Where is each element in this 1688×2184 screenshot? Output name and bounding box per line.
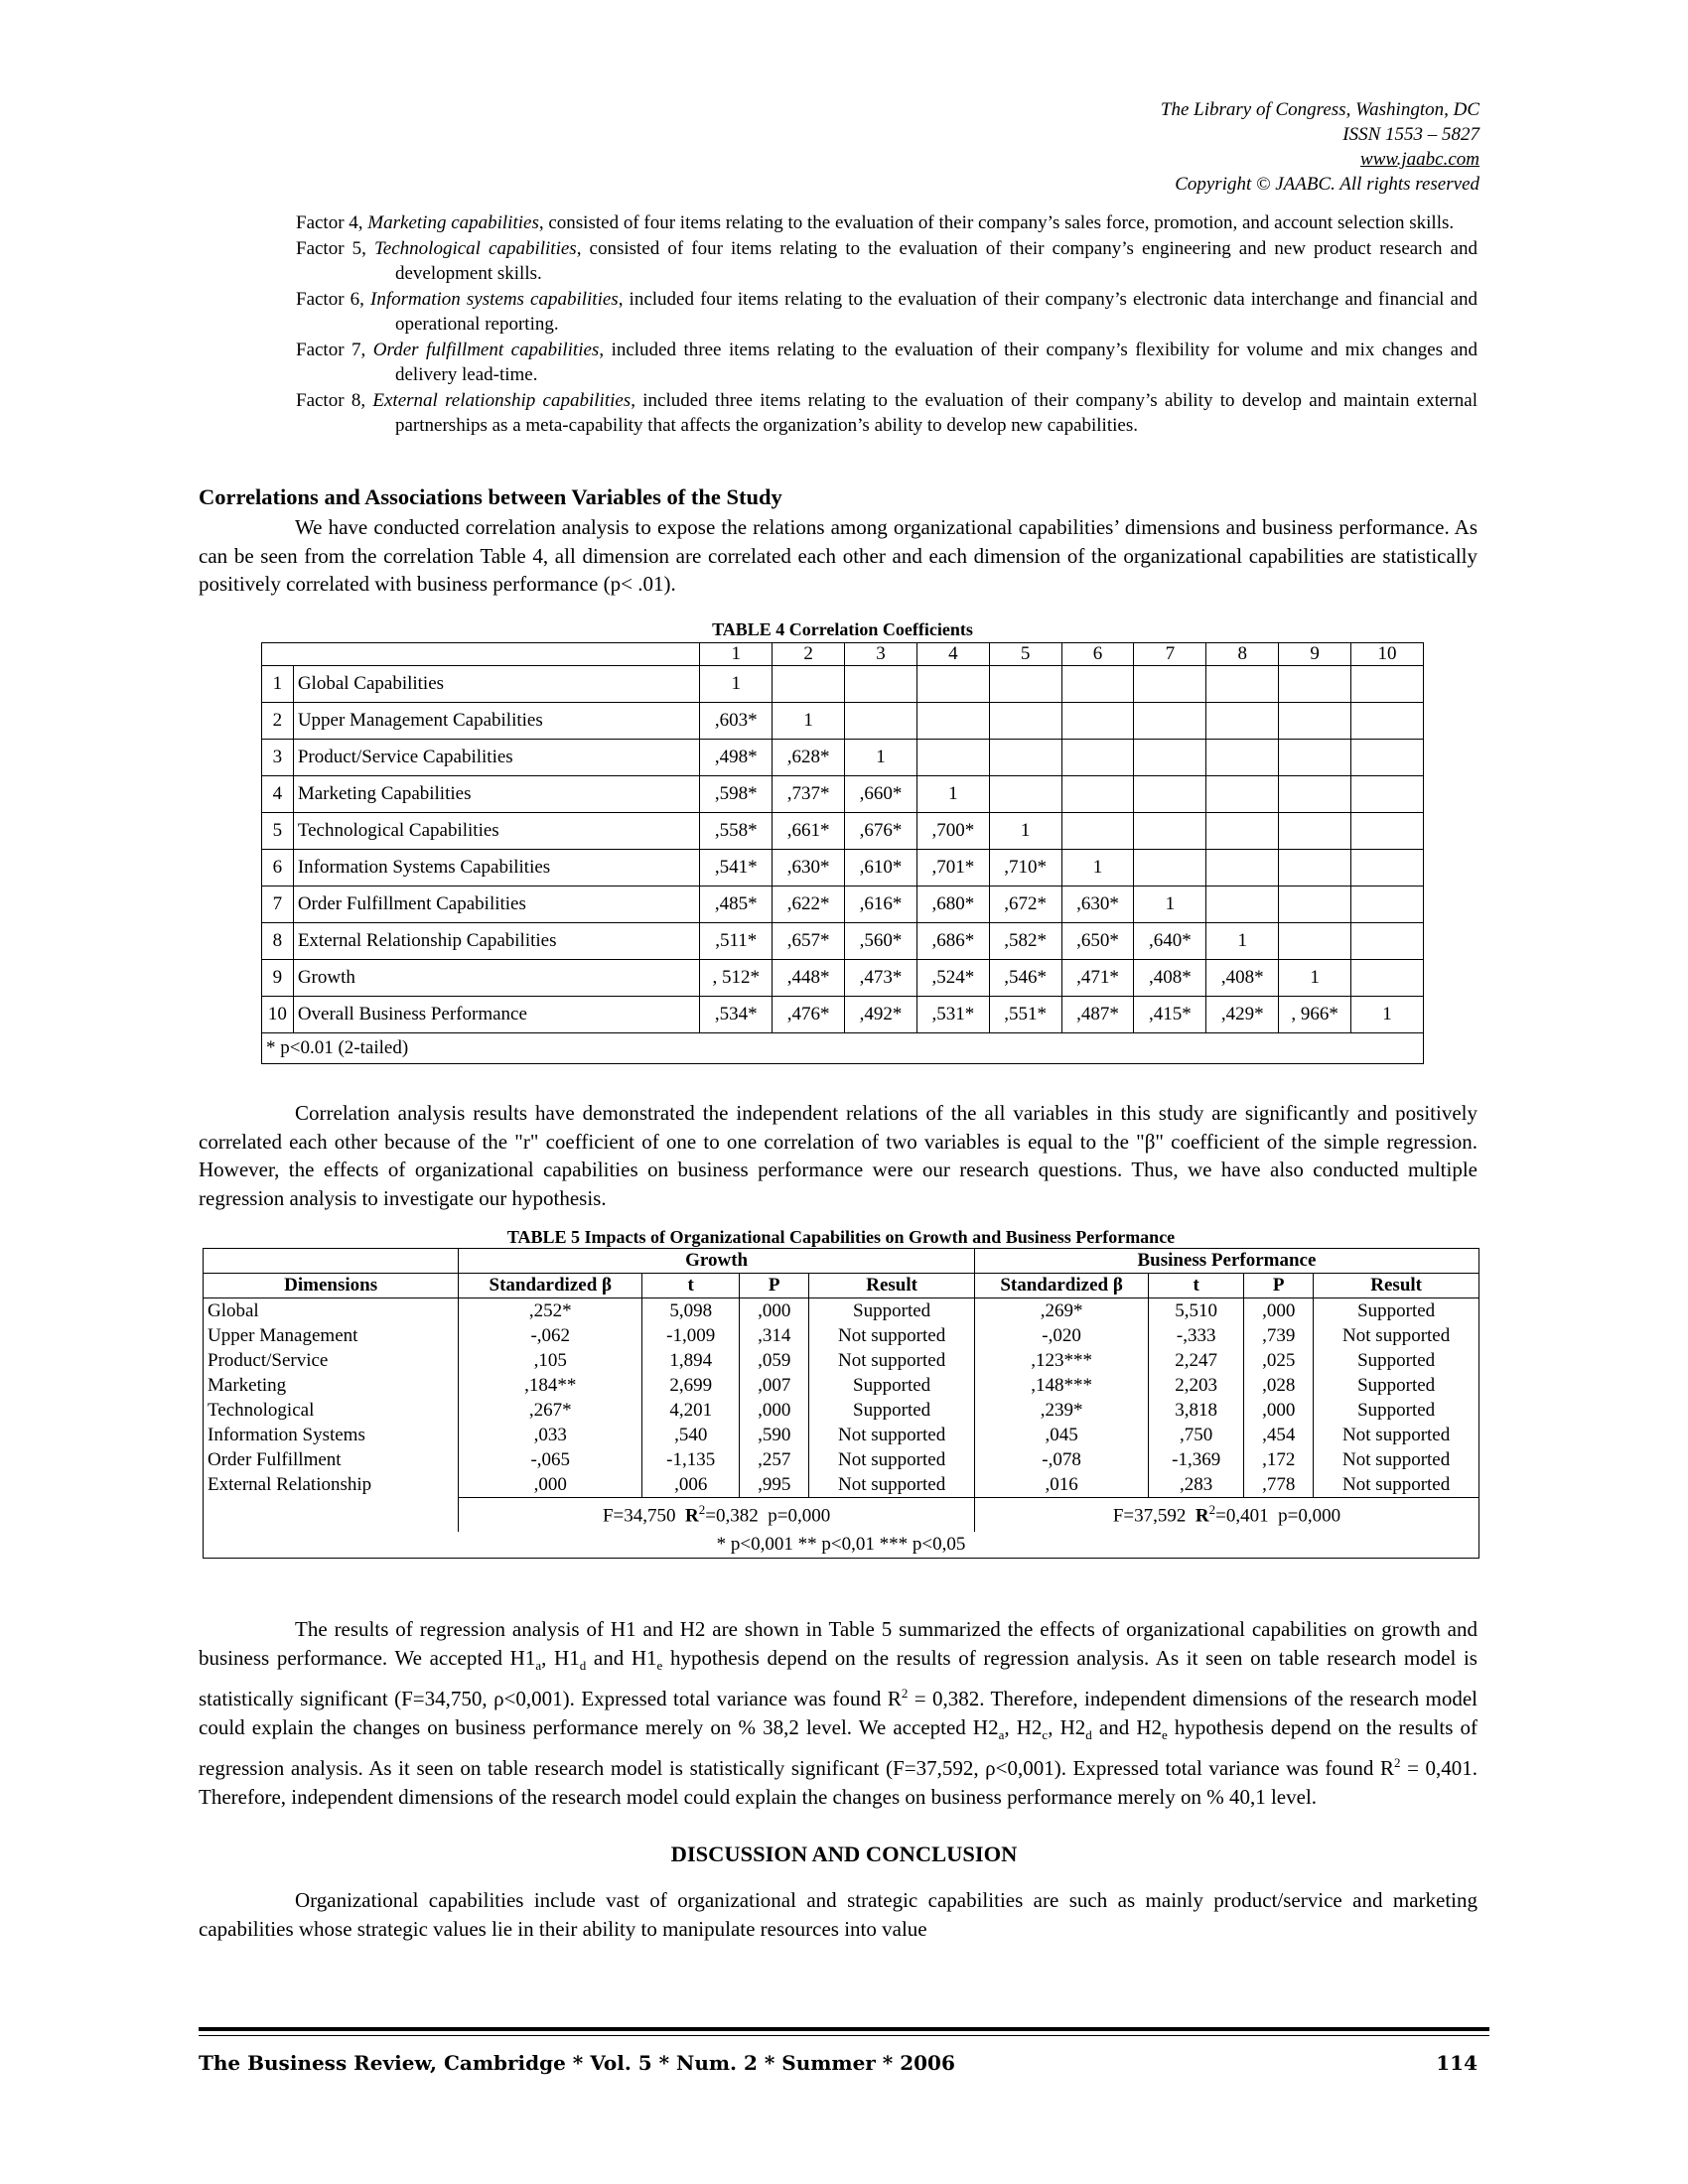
significance-note: * p<0,001 ** p<0,01 *** p<0,05: [204, 1532, 1479, 1559]
correlation-cell: 1: [845, 740, 917, 776]
table-row: [262, 813, 1424, 850]
regression-cell: Supported: [809, 1398, 975, 1423]
empty-cell: [989, 776, 1061, 813]
regression-cell: ,000: [740, 1298, 809, 1324]
empty-cell: [1279, 776, 1351, 813]
table-row: [204, 1423, 1479, 1447]
correlation-cell: ,640*: [1134, 923, 1206, 960]
correlation-cell: 1: [916, 776, 989, 813]
table-row: [204, 1298, 1479, 1324]
empty-cell: [1134, 666, 1206, 703]
correlation-cell: ,630*: [1061, 887, 1134, 923]
regression-cell: ,184**: [459, 1373, 642, 1398]
table-row: [204, 1447, 1479, 1472]
growth-model-stats: F=34,750 $R^2=0,382$ p=0,000: [459, 1498, 975, 1533]
correlation-cell: 1: [1351, 997, 1424, 1033]
regression-cell: -1,009: [642, 1323, 740, 1348]
table-row: [262, 997, 1424, 1033]
row-variable-name: Overall Business Performance: [293, 997, 700, 1033]
correlation-cell: ,616*: [845, 887, 917, 923]
table-row: [204, 1323, 1479, 1348]
empty-cell: [989, 740, 1061, 776]
table-row: [262, 923, 1424, 960]
paragraph-correlation-intro: We have conducted correlation analysis to expose the relations among organizational capabilities’ dimensions and business performance. As can be seen from the correlation Table 4, all dimension are correlated each other and each dimension of the organizational capabilities are statistically positively correlated with business performance (p< .01).: [199, 515, 1477, 596]
journal-header: [1161, 97, 1479, 197]
table4-col-header: 2: [773, 643, 845, 666]
regression-cell: 4,201: [642, 1398, 740, 1423]
col-header-t: t: [642, 1274, 740, 1298]
correlation-cell: ,476*: [773, 997, 845, 1033]
row-variable-name: External Relationship Capabilities: [293, 923, 700, 960]
empty-cell: [1134, 740, 1206, 776]
table-row: [204, 1398, 1479, 1423]
group-header-growth: Growth: [459, 1249, 975, 1274]
factor-item: Factor 5, Technological capabilities, consisted of four items relating to the evaluation of their company’s engineering and new product research and development skills.: [296, 237, 1477, 284]
paragraph-discussion: Organizational capabilities include vast of organizational and strategic capabilities are such as mainly product/service and marketing capabilities whose strategic values lie in their ability to manipulate resources into value: [199, 1888, 1477, 1941]
empty-cell: [1206, 740, 1279, 776]
dimension-name: External Relationship: [204, 1472, 459, 1498]
regression-cell: ,454: [1244, 1423, 1314, 1447]
section-heading-correlations: Correlations and Associations between Variables of the Study: [199, 484, 782, 509]
row-variable-name: Order Fulfillment Capabilities: [293, 887, 700, 923]
correlation-cell: ,676*: [845, 813, 917, 850]
table5-caption: TABLE 5 Impacts of Organizational Capabilities on Growth and Business Performance: [506, 1227, 1176, 1247]
row-number: 8: [262, 923, 294, 960]
row-variable-name: Marketing Capabilities: [293, 776, 700, 813]
regression-cell: Supported: [809, 1298, 975, 1324]
table-row: [204, 1472, 1479, 1498]
group-header-business-performance: Business Performance: [974, 1249, 1478, 1274]
regression-cell: Supported: [1314, 1348, 1479, 1373]
col-header-dimensions: Dimensions: [204, 1274, 459, 1298]
empty-cell: [1206, 887, 1279, 923]
empty-cell: [1279, 850, 1351, 887]
empty-cell: [989, 666, 1061, 703]
correlation-cell: ,701*: [916, 850, 989, 887]
header-issn: ISSN 1553 – 5827: [1342, 124, 1479, 145]
regression-cell: ,739: [1244, 1323, 1314, 1348]
correlation-cell: ,492*: [845, 997, 917, 1033]
regression-cell: ,252*: [459, 1298, 642, 1324]
regression-cell: Not supported: [809, 1447, 975, 1472]
regression-cell: ,257: [740, 1447, 809, 1472]
col-header-result: Result: [1314, 1274, 1479, 1298]
correlation-cell: 1: [1061, 850, 1134, 887]
bp-model-stats: F=37,592 $R^2=0,401$ p=0,000: [974, 1498, 1478, 1533]
correlation-cell: 1: [1206, 923, 1279, 960]
row-number: 3: [262, 740, 294, 776]
correlation-cell: 1: [700, 666, 773, 703]
correlation-cell: ,672*: [989, 887, 1061, 923]
correlation-cell: ,628*: [773, 740, 845, 776]
correlation-cell: ,408*: [1134, 960, 1206, 997]
regression-cell: -,078: [974, 1447, 1148, 1472]
dimension-name: Marketing: [204, 1373, 459, 1398]
row-variable-name: Growth: [293, 960, 700, 997]
table-row: [204, 1373, 1479, 1398]
regression-cell: -,333: [1149, 1323, 1244, 1348]
table4-col-header: 7: [1134, 643, 1206, 666]
regression-cell: 5,098: [642, 1298, 740, 1324]
footer-rule-thin: [199, 2035, 1489, 2036]
correlation-cell: ,661*: [773, 813, 845, 850]
empty-cell: [1279, 813, 1351, 850]
regression-cell: ,000: [740, 1398, 809, 1423]
regression-cell: Not supported: [1314, 1323, 1479, 1348]
factor-item: Factor 8, External relationship capabilities, included three items relating to the evaluation of their company’s ability to develop and maintain external partnerships as a meta-capability that affects the organization’s ability to develop new capabilities.: [296, 389, 1477, 436]
correlation-cell: ,485*: [700, 887, 773, 923]
correlation-cell: ,558*: [700, 813, 773, 850]
regression-cell: -,062: [459, 1323, 642, 1348]
table-row: [262, 703, 1424, 740]
correlation-cell: , 966*: [1279, 997, 1351, 1033]
factor-item: Factor 4, Marketing capabilities, consisted of four items relating to the evaluation of their company’s sales force, promotion, and account selection skills.: [296, 212, 1455, 233]
row-variable-name: Information Systems Capabilities: [293, 850, 700, 887]
footer-rule: [199, 2027, 1489, 2031]
row-number: 9: [262, 960, 294, 997]
empty-cell: [1351, 850, 1424, 887]
table4-col-header: 3: [845, 643, 917, 666]
col-header-p: P: [740, 1274, 809, 1298]
correlation-cell: ,686*: [916, 923, 989, 960]
correlation-cell: ,473*: [845, 960, 917, 997]
dimension-name: Order Fulfillment: [204, 1447, 459, 1472]
regression-cell: 3,818: [1149, 1398, 1244, 1423]
regression-cell: Not supported: [1314, 1423, 1479, 1447]
page-footer: [199, 2051, 1477, 2075]
correlation-cell: ,524*: [916, 960, 989, 997]
correlation-cell: 1: [989, 813, 1061, 850]
paragraph-correlation-results: Correlation analysis results have demonstrated the independent relations of the all variables in this study are significantly and positively correlated each other because of the "r" coefficient of one to one correlation of two variables is equal to the "β" coefficient of the simple regression. However, the effects of organizational capabilities on business performance were our research questions. Thus, we have also conducted multiple regression analysis to investigate our hypothesis.: [199, 1101, 1477, 1210]
correlation-cell: ,610*: [845, 850, 917, 887]
table4-col-header: 4: [916, 643, 989, 666]
correlation-cell: ,582*: [989, 923, 1061, 960]
table4-col-header: 6: [1061, 643, 1134, 666]
regression-cell: ,123***: [974, 1348, 1148, 1373]
empty-cell: [1279, 923, 1351, 960]
correlation-cell: ,546*: [989, 960, 1061, 997]
empty-cell: [1351, 776, 1424, 813]
row-number: 2: [262, 703, 294, 740]
correlation-cell: ,680*: [916, 887, 989, 923]
regression-cell: Not supported: [809, 1423, 975, 1447]
regression-cell: ,059: [740, 1348, 809, 1373]
regression-cell: ,000: [1244, 1298, 1314, 1324]
correlation-cell: ,471*: [1061, 960, 1134, 997]
empty-cell: [1279, 703, 1351, 740]
correlation-table: [261, 642, 1424, 1064]
row-variable-name: Product/Service Capabilities: [293, 740, 700, 776]
regression-cell: ,995: [740, 1472, 809, 1498]
regression-cell: 5,510: [1149, 1298, 1244, 1324]
regression-table: [203, 1248, 1479, 1559]
col-header-t: t: [1149, 1274, 1244, 1298]
empty-cell: [1061, 666, 1134, 703]
header-line-1: The Library of Congress, Washington, DC: [1160, 99, 1479, 120]
regression-cell: ,000: [1244, 1398, 1314, 1423]
regression-cell: ,283: [1149, 1472, 1244, 1498]
correlation-cell: ,598*: [700, 776, 773, 813]
empty-cell: [1351, 887, 1424, 923]
row-variable-name: Technological Capabilities: [293, 813, 700, 850]
regression-cell: Not supported: [1314, 1447, 1479, 1472]
empty-cell: [1061, 740, 1134, 776]
empty-cell: [1206, 776, 1279, 813]
row-number: 1: [262, 666, 294, 703]
table-row: [262, 960, 1424, 997]
table-row: [262, 740, 1424, 776]
col-header-result: Result: [809, 1274, 975, 1298]
regression-cell: Not supported: [1314, 1472, 1479, 1498]
correlation-cell: ,657*: [773, 923, 845, 960]
regression-cell: ,778: [1244, 1472, 1314, 1498]
regression-cell: ,540: [642, 1423, 740, 1447]
table-row: [262, 776, 1424, 813]
table4-col-header: 5: [989, 643, 1061, 666]
factor-list: [296, 210, 1477, 439]
correlation-cell: ,551*: [989, 997, 1061, 1033]
table4-col-header: 9: [1279, 643, 1351, 666]
empty-cell: [1351, 813, 1424, 850]
regression-cell: ,269*: [974, 1298, 1148, 1324]
empty-cell: [1351, 960, 1424, 997]
correlation-cell: ,630*: [773, 850, 845, 887]
regression-cell: 2,699: [642, 1373, 740, 1398]
regression-cell: ,006: [642, 1472, 740, 1498]
table-row: [262, 887, 1424, 923]
table4-col-header: 8: [1206, 643, 1279, 666]
empty-cell: [1351, 666, 1424, 703]
regression-cell: ,033: [459, 1423, 642, 1447]
correlation-cell: 1: [1279, 960, 1351, 997]
regression-cell: ,028: [1244, 1373, 1314, 1398]
empty-cell: [1351, 923, 1424, 960]
section-heading-discussion: DISCUSSION AND CONCLUSION: [670, 1842, 1018, 1866]
empty-cell: [1279, 666, 1351, 703]
regression-cell: -,065: [459, 1447, 642, 1472]
regression-cell: Not supported: [809, 1348, 975, 1373]
row-variable-name: Upper Management Capabilities: [293, 703, 700, 740]
dimension-name: Product/Service: [204, 1348, 459, 1373]
correlation-cell: ,511*: [700, 923, 773, 960]
dimension-name: Information Systems: [204, 1423, 459, 1447]
empty-cell: [1206, 813, 1279, 850]
empty-cell: [1351, 740, 1424, 776]
page-number: 114: [1436, 2051, 1477, 2075]
regression-cell: Supported: [809, 1373, 975, 1398]
regression-cell: Not supported: [809, 1472, 975, 1498]
empty-cell: [1206, 666, 1279, 703]
regression-cell: ,007: [740, 1373, 809, 1398]
paragraph-regression-results: The results of regression analysis of H1 and H2 are shown in Table 5 summarized the effects of organizational capabilities on growth and business performance. We accepted $H1_a$, $H1_d$ and $H1_e$ hypothesis depend on the results of regression analysis. As it seen on table research model is statistically significant (F=34,750, ρ<0,001). Expressed total variance was found $R^2 = 0,382$. Therefore, independent dimensions of the research model could explain the changes on business performance merely on % 38,2 level. We accepted $H2_a$, $H2_c$, $H2_d$ and $H2_e$ hypothesis depend on the results of regression analysis. As it seen on table research model is statistically significant (F=37,592, ρ<0,001). Expressed total variance was found $R^2 = 0,401$. Therefore, independent dimensions of the research model could explain the changes on business performance merely on % 40,1 level.: [199, 1617, 1478, 1809]
factor-item: Factor 6, Information systems capabilities, included four items relating to the evaluation of their company’s electronic data interchange and financial and operational reporting.: [296, 288, 1477, 335]
regression-cell: -1,135: [642, 1447, 740, 1472]
correlation-cell: ,531*: [916, 997, 989, 1033]
correlation-cell: ,560*: [845, 923, 917, 960]
regression-cell: ,314: [740, 1323, 809, 1348]
correlation-cell: ,448*: [773, 960, 845, 997]
regression-cell: Supported: [1314, 1398, 1479, 1423]
table4-footnote: * p<0.01 (2-tailed): [262, 1033, 1424, 1064]
regression-cell: Supported: [1314, 1298, 1479, 1324]
regression-cell: Not supported: [809, 1323, 975, 1348]
empty-cell: [1134, 850, 1206, 887]
regression-cell: ,590: [740, 1423, 809, 1447]
row-number: 6: [262, 850, 294, 887]
regression-cell: Supported: [1314, 1373, 1479, 1398]
correlation-cell: 1: [1134, 887, 1206, 923]
row-number: 7: [262, 887, 294, 923]
row-number: 10: [262, 997, 294, 1033]
table4-col-header: 1: [700, 643, 773, 666]
empty-cell: [1134, 813, 1206, 850]
correlation-cell: ,710*: [989, 850, 1061, 887]
regression-cell: ,045: [974, 1423, 1148, 1447]
correlation-cell: 1: [773, 703, 845, 740]
empty-cell: [916, 666, 989, 703]
regression-cell: ,105: [459, 1348, 642, 1373]
correlation-cell: ,408*: [1206, 960, 1279, 997]
regression-cell: -1,369: [1149, 1447, 1244, 1472]
correlation-cell: ,541*: [700, 850, 773, 887]
empty-cell: [1279, 740, 1351, 776]
dimension-name: Upper Management: [204, 1323, 459, 1348]
empty-cell: [1061, 703, 1134, 740]
empty-cell: [845, 703, 917, 740]
row-variable-name: Global Capabilities: [293, 666, 700, 703]
table-row: [262, 666, 1424, 703]
regression-cell: ,172: [1244, 1447, 1314, 1472]
regression-cell: 2,203: [1149, 1373, 1244, 1398]
correlation-cell: ,429*: [1206, 997, 1279, 1033]
empty-cell: [1134, 703, 1206, 740]
regression-cell: ,148***: [974, 1373, 1148, 1398]
empty-cell: [1061, 776, 1134, 813]
empty-cell: [1279, 887, 1351, 923]
empty-cell: [1206, 703, 1279, 740]
dimension-name: Technological: [204, 1398, 459, 1423]
regression-cell: ,267*: [459, 1398, 642, 1423]
dimension-name: Global: [204, 1298, 459, 1324]
empty-cell: [916, 740, 989, 776]
empty-cell: [916, 703, 989, 740]
correlation-cell: ,487*: [1061, 997, 1134, 1033]
regression-cell: ,016: [974, 1472, 1148, 1498]
empty-cell: [1134, 776, 1206, 813]
correlation-cell: ,415*: [1134, 997, 1206, 1033]
row-number: 4: [262, 776, 294, 813]
correlation-cell: ,622*: [773, 887, 845, 923]
correlation-cell: , 512*: [700, 960, 773, 997]
footer-journal: The Business Review, Cambridge * Vol. 5 * Num. 2 * Summer * 2006: [199, 2051, 955, 2075]
regression-cell: ,750: [1149, 1423, 1244, 1447]
table-row: [204, 1348, 1479, 1373]
regression-cell: 1,894: [642, 1348, 740, 1373]
col-header-std-beta: Standardized β: [974, 1274, 1148, 1298]
correlation-cell: ,660*: [845, 776, 917, 813]
empty-cell: [1351, 703, 1424, 740]
header-website-link[interactable]: www.jaabc.com: [1360, 149, 1479, 170]
factor-item: Factor 7, Order fulfillment capabilities, included three items relating to the evaluation of their company’s flexibility for volume and mix changes and delivery lead-time.: [296, 339, 1477, 385]
correlation-cell: ,737*: [773, 776, 845, 813]
table4-col-header: 10: [1351, 643, 1424, 666]
regression-cell: ,025: [1244, 1348, 1314, 1373]
empty-cell: [1206, 850, 1279, 887]
empty-cell: [1061, 813, 1134, 850]
empty-cell: [845, 666, 917, 703]
regression-cell: -,020: [974, 1323, 1148, 1348]
empty-cell: [989, 703, 1061, 740]
empty-cell: [773, 666, 845, 703]
table4-caption: TABLE 4 Correlation Coefficients: [712, 619, 973, 639]
correlation-cell: ,534*: [700, 997, 773, 1033]
correlation-cell: ,603*: [700, 703, 773, 740]
regression-cell: ,239*: [974, 1398, 1148, 1423]
correlation-cell: ,498*: [700, 740, 773, 776]
correlation-cell: ,650*: [1061, 923, 1134, 960]
correlation-cell: ,700*: [916, 813, 989, 850]
header-copyright: Copyright © JAABC. All rights reserved: [1175, 174, 1479, 195]
col-header-p: P: [1244, 1274, 1314, 1298]
table-row: [262, 850, 1424, 887]
regression-cell: ,000: [459, 1472, 642, 1498]
col-header-std-beta: Standardized β: [459, 1274, 642, 1298]
regression-cell: 2,247: [1149, 1348, 1244, 1373]
row-number: 5: [262, 813, 294, 850]
